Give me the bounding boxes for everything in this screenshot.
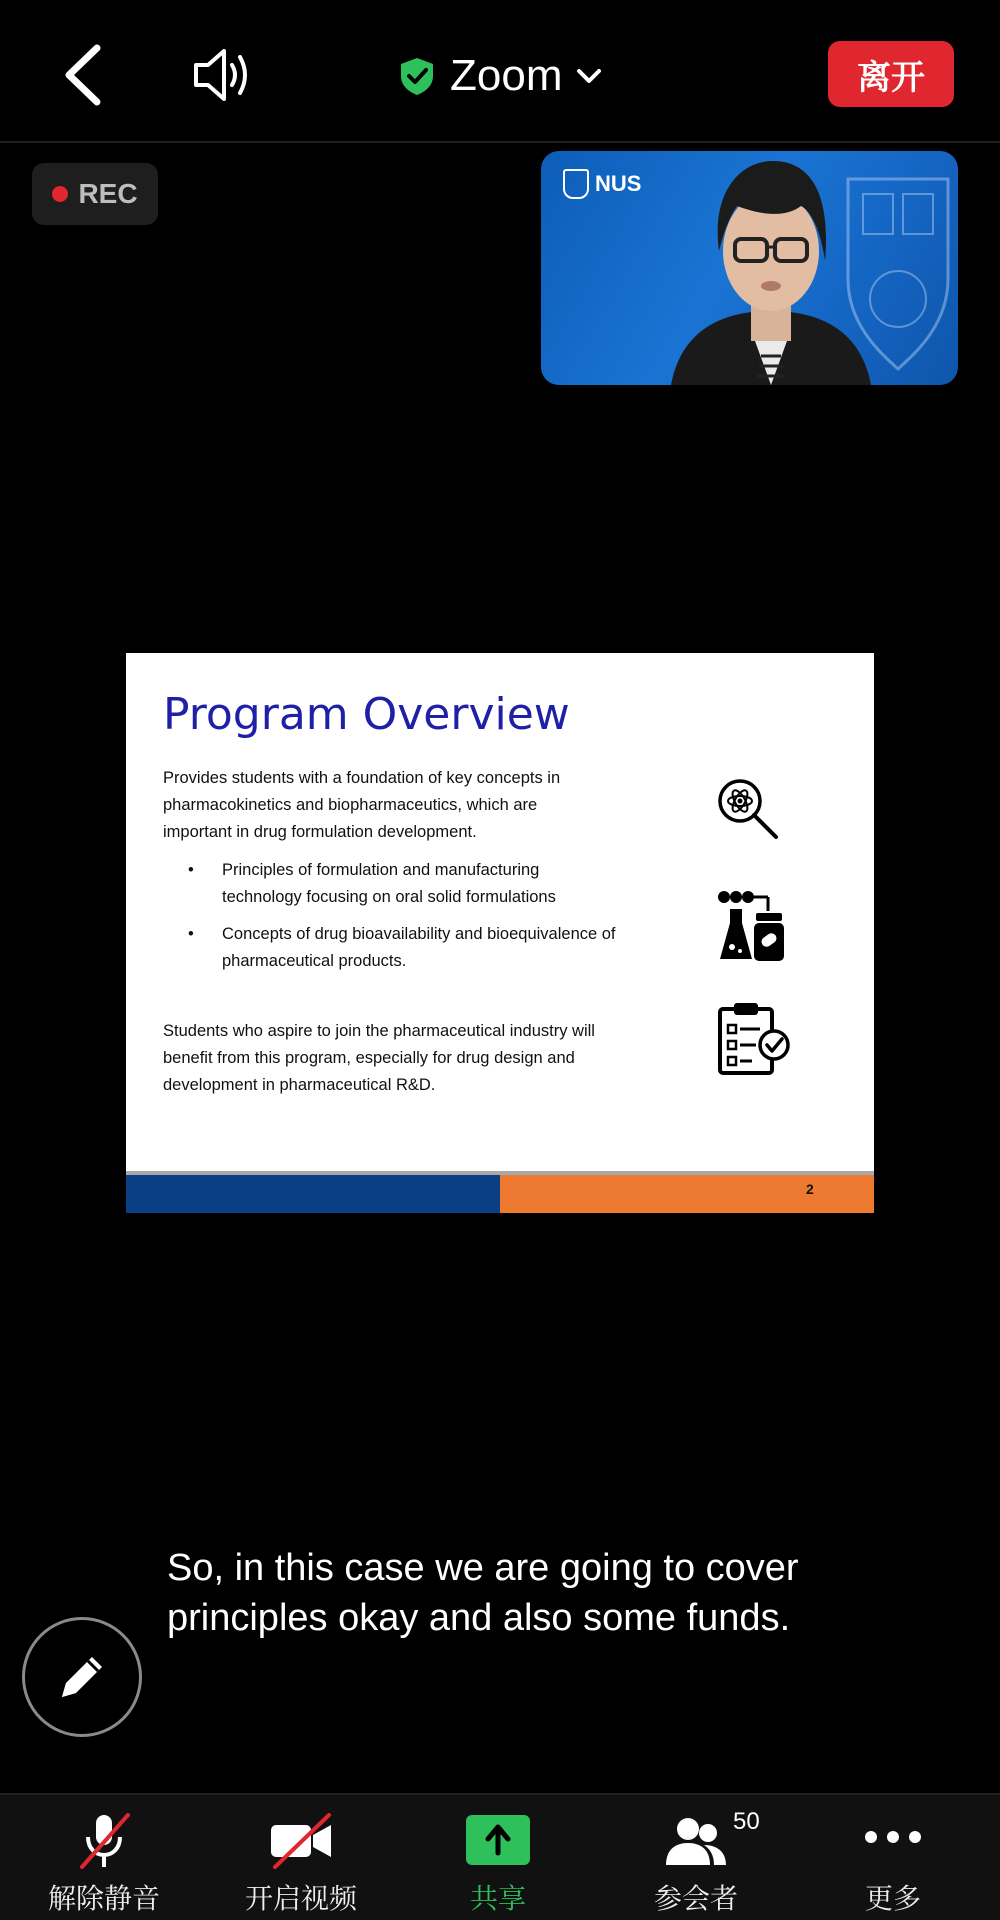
atom-magnifier-icon — [716, 777, 782, 843]
leave-button[interactable]: 离开 — [828, 41, 954, 107]
slide-bullet: • Concepts of drug bioavailability and bioequivalence of pharmaceutical products. — [188, 921, 618, 975]
chevron-down-icon — [576, 67, 602, 85]
meeting-top-bar — [0, 0, 1000, 143]
pencil-icon — [54, 1649, 110, 1705]
slide-bullet-list — [188, 857, 618, 985]
more-dots-icon — [861, 1813, 925, 1869]
back-arrow-icon[interactable] — [55, 42, 115, 108]
nus-logo — [563, 169, 641, 199]
nus-logo-text: NUS — [595, 171, 642, 196]
meeting-title-dropdown[interactable] — [398, 46, 602, 106]
speaker-icon[interactable] — [190, 45, 254, 105]
slide-page-number: 2 — [806, 1181, 814, 1197]
video-camera-off-icon — [269, 1813, 333, 1869]
participants-count-badge: 50 — [733, 1808, 760, 1835]
participants-button[interactable] — [596, 1795, 796, 1920]
slide-bullet: • Principles of formulation and manufacturing technology focusing on oral solid formulations — [188, 857, 618, 911]
recording-badge — [32, 163, 158, 225]
live-caption: So, in this case we are going to cover principles okay and also some funds. — [167, 1547, 799, 1639]
start-video-label: 开启视频 — [244, 1882, 357, 1915]
participants-icon — [664, 1813, 728, 1869]
share-button[interactable] — [398, 1795, 598, 1920]
meeting-toolbar — [0, 1793, 1000, 1920]
shared-slide — [126, 653, 874, 1213]
checklist-clipboard-icon — [716, 1001, 792, 1077]
unmute-button[interactable] — [4, 1795, 204, 1920]
recording-label: REC — [78, 178, 138, 209]
more-button[interactable] — [793, 1795, 993, 1920]
slide-intro-text: Provides students with a foundation of key concepts in pharmacokinetics and biopharmaceutics, which are important in drug formulation development. — [163, 769, 561, 841]
meeting-title: Zoom — [450, 51, 563, 100]
shield-check-icon — [398, 56, 436, 96]
presenter-video — [651, 151, 891, 385]
share-arrow-icon — [466, 1813, 530, 1869]
participants-label: 参会者 — [653, 1882, 738, 1915]
slide-closing-text: Students who aspire to join the pharmaceutical industry will benefit from this program, especially for drug design and development in pharmaceutical R&D. — [163, 1022, 595, 1094]
lab-flask-pills-icon — [716, 889, 790, 963]
recording-dot-icon — [52, 186, 68, 202]
microphone-muted-icon — [72, 1813, 136, 1869]
slide-footer-orange-band — [500, 1175, 874, 1213]
slide-footer-blue-band — [126, 1175, 500, 1213]
start-video-button[interactable] — [201, 1795, 401, 1920]
nus-shield-icon — [563, 169, 589, 199]
annotate-button[interactable] — [22, 1617, 142, 1737]
more-label: 更多 — [864, 1882, 921, 1915]
unmute-label: 解除静音 — [47, 1882, 160, 1915]
speaker-video-tile[interactable] — [541, 151, 958, 385]
slide-title: Program Overview — [163, 689, 570, 740]
share-label: 共享 — [469, 1882, 526, 1915]
